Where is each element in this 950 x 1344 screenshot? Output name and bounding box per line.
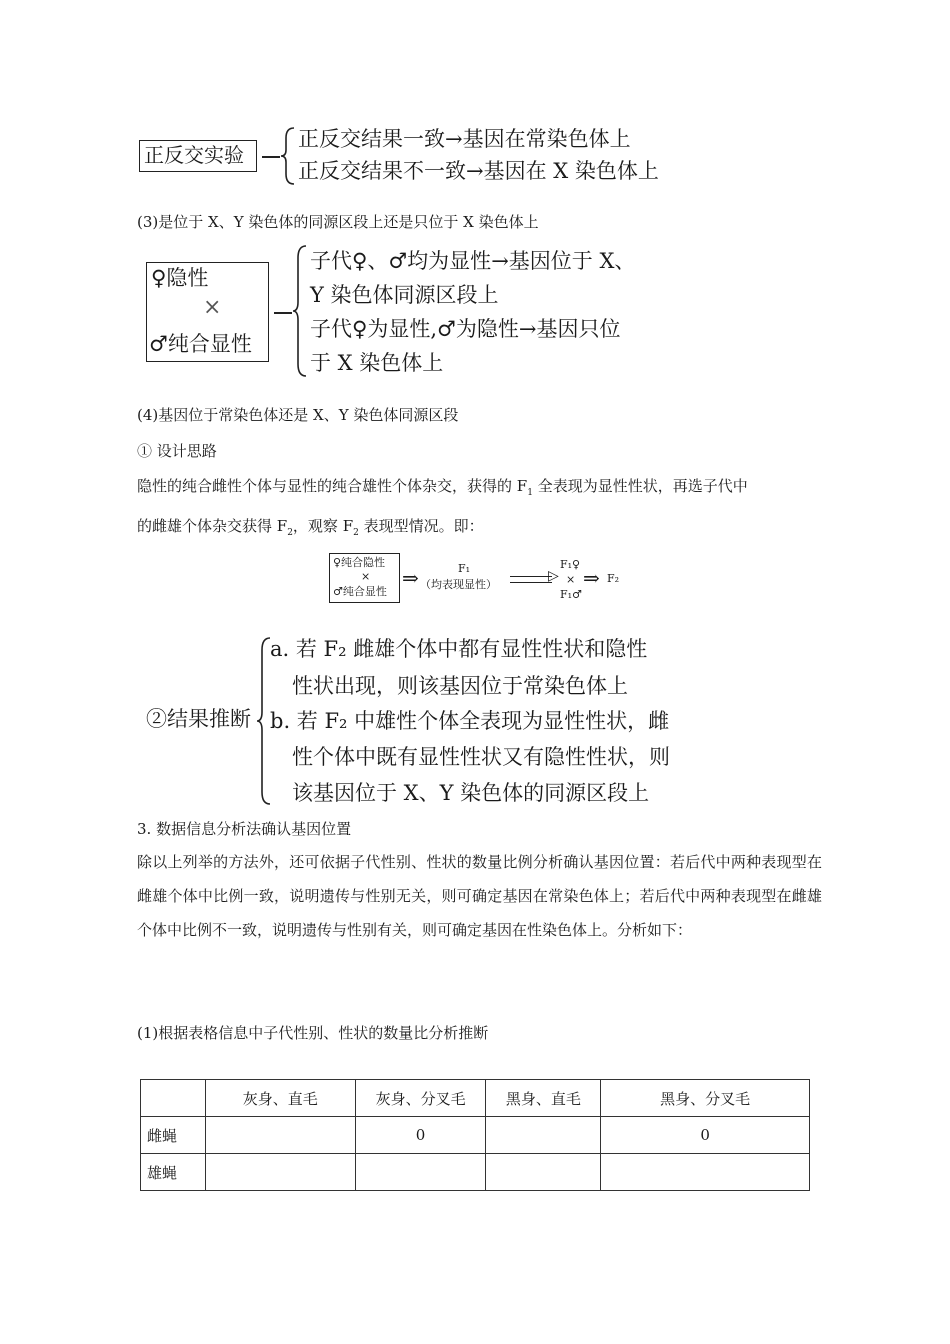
- cross1-result-2: Y 染色体同源区段上: [310, 283, 499, 307]
- table-cell: [486, 1117, 601, 1154]
- recip-brace: [280, 126, 296, 186]
- table-header-cell: 黑身、分叉毛: [601, 1080, 810, 1117]
- cross1-female: ♀隐性: [151, 266, 209, 290]
- infer-a-line-2: 性状出现，则该基因位于常染色体上: [292, 674, 628, 698]
- recip-label: 正反交实验: [144, 143, 244, 167]
- table-header-cell: [141, 1080, 206, 1117]
- infer-b-line-3: 该基因位于 X、Y 染色体的同源区段上: [292, 781, 650, 805]
- cross1-result-4: 于 X 染色体上: [310, 351, 444, 375]
- table-cell: [205, 1117, 355, 1154]
- section-3-main-heading: 3. 数据信息分析法确认基因位置: [137, 820, 352, 838]
- table-row: [141, 1154, 810, 1191]
- scheme-parent-box: [329, 553, 400, 603]
- cross1-times: ×: [203, 295, 222, 320]
- table-header-cell: 灰身、直毛: [205, 1080, 355, 1117]
- table-cell: 0: [355, 1117, 486, 1154]
- scheme-male: ♂纯合显性: [333, 585, 387, 598]
- table-cell: 雌蝇: [141, 1117, 206, 1154]
- scheme-f1-times: ×: [566, 573, 576, 586]
- infer-b-line-1: b. 若 F₂ 中雄性个体全表现为显性性状，雌: [270, 709, 670, 733]
- infer-b-line-2: 性个体中既有显性性状又有隐性性状，则: [292, 745, 670, 769]
- table-header-cell: 灰身、分叉毛: [355, 1080, 486, 1117]
- cross1-connector: [274, 312, 292, 314]
- cross1-box: [146, 262, 269, 362]
- scheme-f1: F₁: [458, 562, 471, 575]
- table-cell: 雄蝇: [141, 1154, 206, 1191]
- table-row: [141, 1117, 810, 1154]
- table-header-row: [141, 1080, 810, 1117]
- design-line-2: 的雌雄个体杂交获得 $F_2$，观察 $F_2$ 表现型情况。即：: [137, 517, 484, 538]
- cross1-brace: [292, 244, 308, 378]
- recip-line-2: 正反交结果不一致→基因在 X 染色体上: [298, 159, 659, 183]
- table-cell: [205, 1154, 355, 1191]
- scheme-f2: F₂: [607, 572, 620, 585]
- table-cell: 0: [601, 1117, 810, 1154]
- cross1-result-1: 子代♀、♂均为显性→基因位于 X、: [310, 249, 636, 273]
- infer-a-line-1: a. 若 F₂ 雌雄个体中都有显性性状和隐性: [270, 637, 648, 661]
- scheme-f1-male: F₁♂: [560, 588, 582, 601]
- design-idea-heading: ① 设计思路: [137, 442, 217, 460]
- scheme-implies-2: ⇒: [583, 566, 600, 590]
- data-table: [140, 1079, 810, 1191]
- section-3-1-heading: (1)根据表格信息中子代性别、性状的数量比分析推断: [137, 1024, 489, 1042]
- scheme-implies-1: ⇒: [402, 566, 419, 590]
- section-3-paragraph: 除以上列举的方法外，还可依据子代性别、性状的数量比例分析确认基因位置：若后代中两种表现型在雌雄个体中比例一致，说明遗传与性别无关，则可确定基因在常染色体上；若后代中两种表现型在雌雄个体中比例不一致，说明遗传与性别有关，则可确定基因在性染色体上。分析如下：: [137, 853, 822, 939]
- section-4-heading: (4)基因位于常染色体还是 X、Y 染色体同源区段: [137, 406, 459, 424]
- cross1-result-3: 子代♀为显性,♂为隐性→基因只位: [310, 317, 621, 341]
- scheme-f1-female: F₁♀: [560, 558, 581, 571]
- recip-connector: [262, 156, 280, 158]
- infer-label: ②结果推断: [146, 707, 251, 731]
- scheme-female: ♀纯合隐性: [333, 556, 386, 569]
- table-cell: [355, 1154, 486, 1191]
- scheme-f1-note: （均表现显性）: [420, 578, 497, 591]
- design-line-1: 隐性的纯合雌性个体与显性的纯合雄性个体杂交，获得的 $F_1$ 全表现为显性性状，再选子代中: [137, 477, 748, 498]
- scheme-long-arrow-head: ▷: [548, 568, 559, 584]
- table-cell: [601, 1154, 810, 1191]
- scheme-times: ×: [361, 570, 371, 583]
- table-header-cell: 黑身、直毛: [486, 1080, 601, 1117]
- table-cell: [486, 1154, 601, 1191]
- section-3-heading: (3)是位于 X、Y 染色体的同源区段上还是只位于 X 染色体上: [137, 213, 539, 231]
- recip-label-box: [139, 140, 257, 172]
- scheme-long-arrow: [510, 576, 552, 583]
- cross1-male: ♂纯合显性: [149, 332, 252, 356]
- recip-line-1: 正反交结果一致→基因在常染色体上: [298, 127, 631, 151]
